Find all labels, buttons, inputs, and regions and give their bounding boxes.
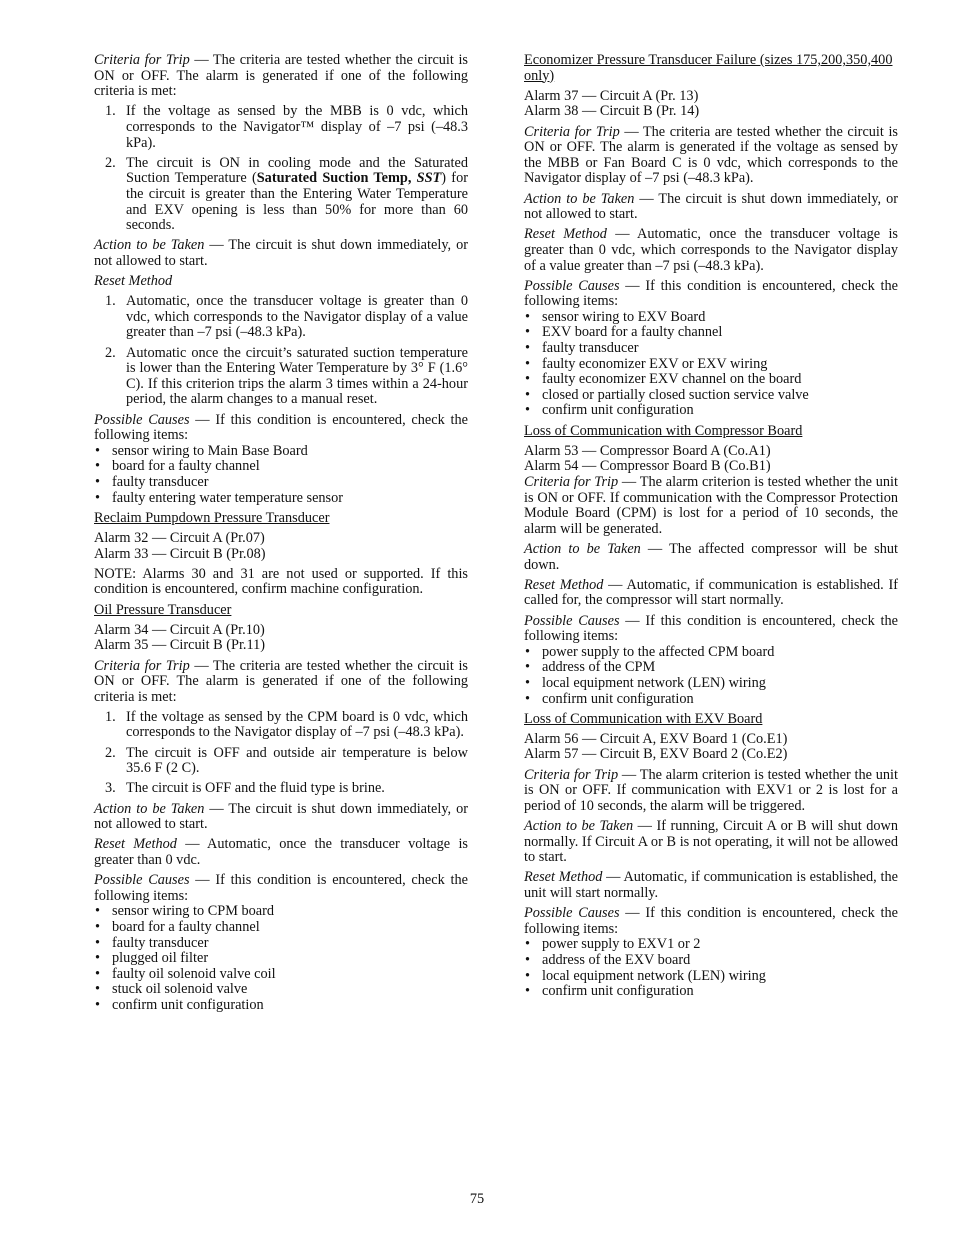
page-number: 75 — [469, 1191, 485, 1207]
reset-paragraph: Reset Method — Automatic, if communication is established. If called for, the compressor will start normally. — [524, 576, 898, 609]
list-item: • board for a faulty channel — [95, 918, 260, 935]
list-item: • faulty economizer EXV or EXV wiring — [525, 355, 768, 372]
section-heading: Loss of Communication with EXV Board — [524, 710, 763, 727]
alarm-line: Alarm 35 — Circuit B (Pr.11) — [94, 637, 266, 654]
action-paragraph: Action to be Taken — If running, Circuit A or B will shut down normally. If Circuit A or B is not operating, it will not be allowed to start. — [524, 818, 898, 866]
list-item: • confirm unit configuration — [525, 402, 694, 419]
list-item: 2. Automatic once the circuit’s saturated suction temperature is lower than the Entering Water Temperature by 3° F (1.6° C). If this criterion trips the alarm 3 times within a 24-hour period, the alarm changes to a manual reset. — [105, 344, 468, 408]
section-heading: Loss of Communication with Compressor Board — [524, 422, 803, 439]
right-column — [524, 53, 898, 1004]
alarm-line: Alarm 54 — Compressor Board B (Co.B1) — [524, 458, 771, 475]
section-heading: Economizer Pressure Transducer Failure (sizes 175,200,350,400 only) — [524, 52, 893, 84]
reset-heading: Reset Method — [94, 273, 173, 290]
alarm-line: Alarm 32 — Circuit A (Pr.07) — [94, 529, 265, 546]
causes-paragraph: Possible Causes — If this condition is encountered, check the following items: — [94, 872, 468, 904]
list-item: • confirm unit configuration — [525, 983, 694, 1000]
list-item: • sensor wiring to Main Base Board — [95, 442, 308, 459]
list-item: • address of the CPM — [525, 659, 656, 676]
alarm-line: Alarm 57 — Circuit B, EXV Board 2 (Co.E2) — [524, 746, 788, 763]
list-item: • sensor wiring to CPM board — [95, 903, 275, 920]
list-item: • local equipment network (LEN) wiring — [525, 967, 766, 984]
criteria-paragraph: Criteria for Trip — The criteria are tested whether the circuit is ON or OFF. The alarm is generated if the voltage as sensed by the MBB or Fan Board C is 0 vdc, which corresponds to the Navigator display of –7 psi (–48.3 kPa). — [524, 123, 898, 187]
criteria-paragraph: Criteria for Trip — The alarm criterion is tested whether the unit is ON or OFF. If communication with EXV1 or 2 is lost for a period of 10 seconds, the alarm will be triggered. — [524, 766, 898, 814]
reset-paragraph: Reset Method — Automatic, once the transducer voltage is greater than 0 vdc, which corresponds to the Navigator display of a value greater than –7 psi (–48.3 kPa). — [524, 226, 898, 274]
causes-list — [524, 310, 898, 419]
list-item: • local equipment network (LEN) wiring — [525, 674, 766, 691]
alarm-line: Alarm 34 — Circuit A (Pr.10) — [94, 621, 265, 638]
list-item: • faulty oil solenoid valve coil — [95, 965, 276, 982]
reset-list — [94, 294, 468, 408]
list-item: • sensor wiring to EXV Board — [525, 308, 706, 325]
list-item: • faulty economizer EXV channel on the board — [525, 371, 802, 388]
criteria-paragraph: Criteria for Trip — The criteria are tested whether the circuit is ON or OFF. The alarm is generated if one of the following criteria is met: — [94, 657, 468, 705]
list-item: • EXV board for a faulty channel — [525, 324, 723, 341]
reset-paragraph: Reset Method — Automatic, if communication is established, the unit will start normally. — [524, 869, 898, 901]
list-item: • confirm unit configuration — [95, 996, 264, 1013]
list-item: • power supply to EXV1 or 2 — [525, 936, 701, 953]
causes-paragraph: Possible Causes — If this condition is encountered, check the following items: — [94, 411, 468, 444]
list-item: 1. If the voltage as sensed by the CPM board is 0 vdc, which corresponds to the Navigator display of –7 psi (–48.3 kPa). — [105, 708, 468, 741]
note: NOTE: Alarms 30 and 31 are not used or supported. If this condition is encountered, confirm machine configuration. — [94, 565, 468, 598]
causes-list — [524, 645, 898, 707]
criteria-list — [94, 710, 468, 797]
causes-paragraph: Possible Causes — If this condition is encountered, check the following items: — [524, 277, 898, 310]
causes-paragraph: Possible Causes — If this condition is encountered, check the following items: — [524, 905, 898, 937]
alarm-line: Alarm 56 — Circuit A, EXV Board 1 (Co.E1) — [524, 730, 788, 747]
action-paragraph: Action to be Taken — The circuit is shut down immediately, or not allowed to start. — [94, 237, 468, 269]
causes-list — [524, 937, 898, 999]
alarm-line: Alarm 33 — Circuit B (Pr.08) — [94, 545, 266, 562]
causes-list — [94, 444, 468, 506]
list-item: • faulty transducer — [95, 474, 209, 490]
list-item: • faulty entering water temperature sensor — [95, 489, 344, 506]
section-heading: Oil Pressure Transducer — [94, 601, 232, 618]
action-paragraph: Action to be Taken — The circuit is shut down immediately, or not allowed to start. — [94, 800, 468, 833]
list-item: • address of the EXV board — [525, 951, 691, 968]
action-paragraph: Action to be Taken — The circuit is shut down immediately, or not allowed to start. — [524, 190, 898, 223]
list-item: • faulty transducer — [525, 340, 639, 357]
criteria-paragraph: Criteria for Trip — The alarm criterion is tested whether the unit is ON or OFF. If communication with the Compressor Protection Module Board (CPM) is lost for a period of 10 seconds, the alarm will be generated. — [524, 474, 898, 537]
list-item: 1. Automatic, once the transducer voltage is greater than 0 vdc, which corresponds to the Navigator display of a value greater than –7 psi (–48.3 kPa). — [105, 293, 468, 341]
list-item: • stuck oil solenoid valve — [95, 981, 248, 998]
list-item: 2. The circuit is ON in cooling mode and the Saturated Suction Temperature (Saturated Suction Temp, SST) for the circuit is greater than the Entering Water Temperature and EXV opening is less than 50% for more than 60 seconds. — [105, 154, 468, 234]
action-paragraph: Action to be Taken — The affected compressor will be shut down. — [524, 540, 898, 573]
section-heading: Reclaim Pumpdown Pressure Transducer — [94, 509, 330, 526]
alarm-line: Alarm 53 — Compressor Board A (Co.A1) — [524, 442, 771, 459]
alarm-line: Alarm 38 — Circuit B (Pr. 14) — [524, 103, 700, 120]
list-item: • power supply to the affected CPM board — [525, 643, 775, 660]
list-item: 1. If the voltage as sensed by the MBB is 0 vdc, which corresponds to the Navigator™ display of –7 psi (–48.3 kPa). — [105, 103, 468, 151]
causes-paragraph: Possible Causes — If this condition is encountered, check the following items: — [524, 612, 898, 645]
reset-paragraph: Reset Method — Automatic, once the transducer voltage is greater than 0 vdc. — [94, 836, 468, 868]
list-item: • plugged oil filter — [95, 950, 209, 967]
criteria-paragraph: Criteria for Trip — The criteria are tested whether the circuit is ON or OFF. The alarm is generated if one of the following criteria is met: — [94, 52, 468, 100]
list-item: • faulty transducer — [95, 934, 209, 951]
left-column — [94, 53, 468, 1018]
list-item: 3. The circuit is OFF and the fluid type is brine. — [105, 780, 385, 797]
alarm-line: Alarm 37 — Circuit A (Pr. 13) — [524, 87, 699, 104]
causes-list — [94, 904, 468, 1013]
criteria-list — [94, 104, 468, 233]
list-item: 2. The circuit is OFF and outside air temperature is below 35.6 F (2 C). — [105, 744, 468, 777]
list-item: • confirm unit configuration — [525, 690, 694, 707]
list-item: • board for a faulty channel — [95, 458, 260, 475]
list-item: • closed or partially closed suction service valve — [525, 386, 809, 403]
